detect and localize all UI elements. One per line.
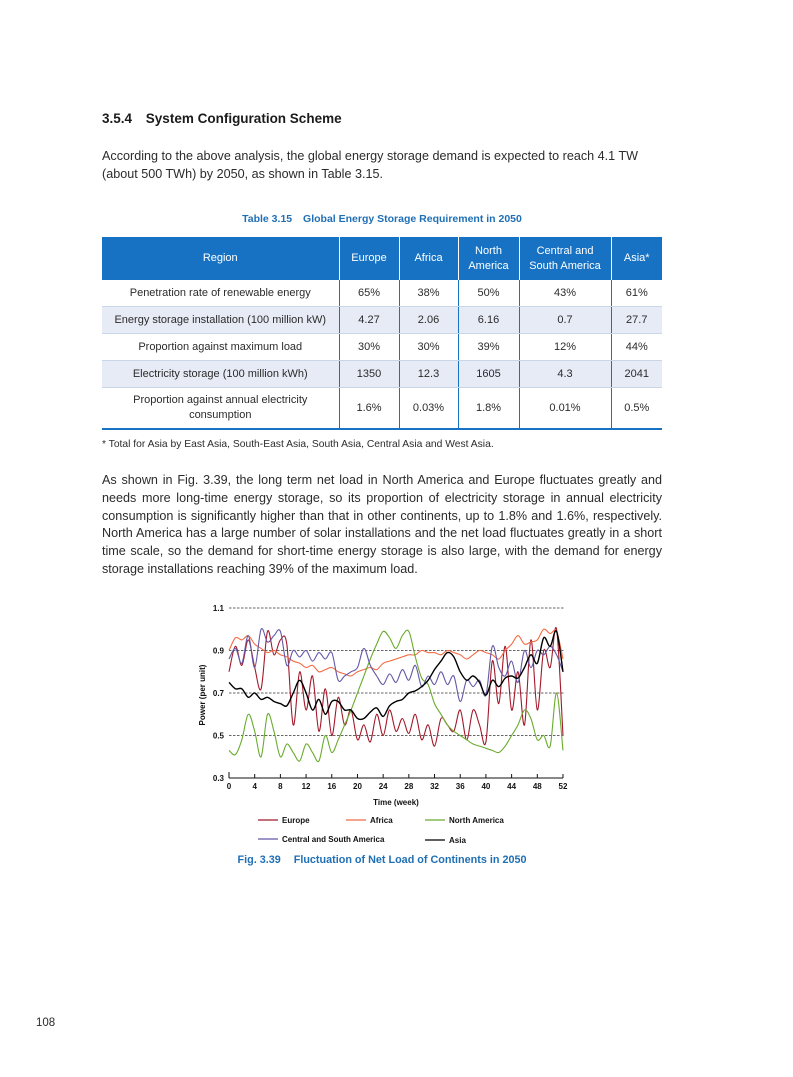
x-tick-label: 4 [252,782,257,791]
figure-caption-number: Fig. 3.39 [237,854,281,866]
x-axis-label: Time (week) [373,798,419,807]
x-tick-label: 36 [455,782,465,791]
cell: 12.3 [399,361,458,388]
cell: 39% [458,334,519,361]
cell: 61% [611,280,662,307]
legend-label: Asia [449,836,466,845]
cell: 0.5% [611,388,662,430]
x-tick-label: 28 [404,782,414,791]
figure-caption-title: Fluctuation of Net Load of Continents in 2050 [293,854,527,866]
cell: 1605 [458,361,519,388]
cell: 0.01% [519,388,611,430]
section-number: 3.5.4 [102,111,133,126]
y-axis-label: Power (per unit) [198,664,207,726]
y-tick-label: 0.7 [212,689,224,698]
header-asia: Asia* [611,237,662,280]
intro-paragraph: According to the above analysis, the global energy storage demand is expected to reach 4.1 TW (about 500 TWh) by 2050, as shown in Table 3.15. [102,149,639,181]
x-tick-label: 32 [430,782,439,791]
table-footnote: * Total for Asia by East Asia, South-East Asia, South Asia, Central Asia and West Asia. [102,439,494,450]
row-label: Electricity storage (100 million kWh) [102,361,339,388]
header-europe: Europe [339,237,399,280]
cell: 0.03% [399,388,458,430]
series-north-america [229,630,563,761]
table-caption-title: Global Energy Storage Requirement in 2050 [303,213,522,225]
legend-label: North America [449,816,504,825]
cell: 43% [519,280,611,307]
cell: 27.7 [611,307,662,334]
series-africa [229,629,563,676]
cell: 44% [611,334,662,361]
cell: 12% [519,334,611,361]
cell: 6.16 [458,307,519,334]
row-label: Penetration rate of renewable energy [102,280,339,307]
x-tick-label: 24 [378,782,388,791]
header-central-south-america: Central and South America [519,237,611,280]
x-tick-label: 48 [532,782,542,791]
cell: 1350 [339,361,399,388]
header-africa: Africa [399,237,458,280]
header-north-america: North America [458,237,519,280]
row-label: Proportion against annual electricity consumption [102,388,339,430]
cell: 30% [399,334,458,361]
chart-series [229,627,563,761]
x-tick-label: 0 [226,782,232,791]
row-label: Energy storage installation (100 million kW) [102,307,339,334]
legend-label: Central and South America [282,835,385,844]
analysis-paragraph: As shown in Fig. 3.39, the long term net load in North America and Europe fluctuates greatly and needs more long-time energy storage, so its proportion of electricity storage in annual electricity consumption is significantly higher than that in other continents, up to 1.8% and 1.6%, respectively. North America has a large number of solar installations and the net load fluctuates greatly in a short time scale, so the demand for short-time energy storage is also large, with the demand for energy storage installations reaching 39% of the maximum load. [102,473,662,576]
x-tick-label: 16 [327,782,337,791]
chart-legend [258,816,504,845]
cell: 4.27 [339,307,399,334]
y-tick-label: 0.9 [212,646,224,656]
x-tick-label: 44 [507,782,517,791]
x-tick-label: 8 [278,782,283,791]
cell: 1.6% [339,388,399,430]
series-central-and-south-america [229,629,563,702]
cell: 50% [458,280,519,307]
section-title: System Configuration Scheme [145,111,342,126]
page-number: 108 [36,1017,56,1029]
table-caption-number: Table 3.15 [242,213,293,225]
x-tick-label: 40 [481,782,491,791]
chart-axes [198,604,568,807]
x-tick-label: 12 [301,782,311,791]
legend-label: Europe [282,816,310,825]
figure-caption [102,854,662,866]
cell: 2.06 [399,307,458,334]
legend-label: Africa [370,816,393,825]
y-tick-label: 1.1 [212,604,224,613]
cell: 65% [339,280,399,307]
y-tick-label: 0.3 [212,774,224,783]
row-label: Proportion against maximum load [102,334,339,361]
cell: 4.3 [519,361,611,388]
y-tick-label: 0.5 [212,731,224,741]
header-region: Region [102,237,339,280]
x-tick-label: 52 [558,782,568,791]
cell: 1.8% [458,388,519,430]
cell: 2041 [611,361,662,388]
cell: 30% [339,334,399,361]
x-tick-label: 20 [353,782,362,791]
cell: 0.7 [519,307,611,334]
cell: 38% [399,280,458,307]
series-europe [229,627,563,746]
